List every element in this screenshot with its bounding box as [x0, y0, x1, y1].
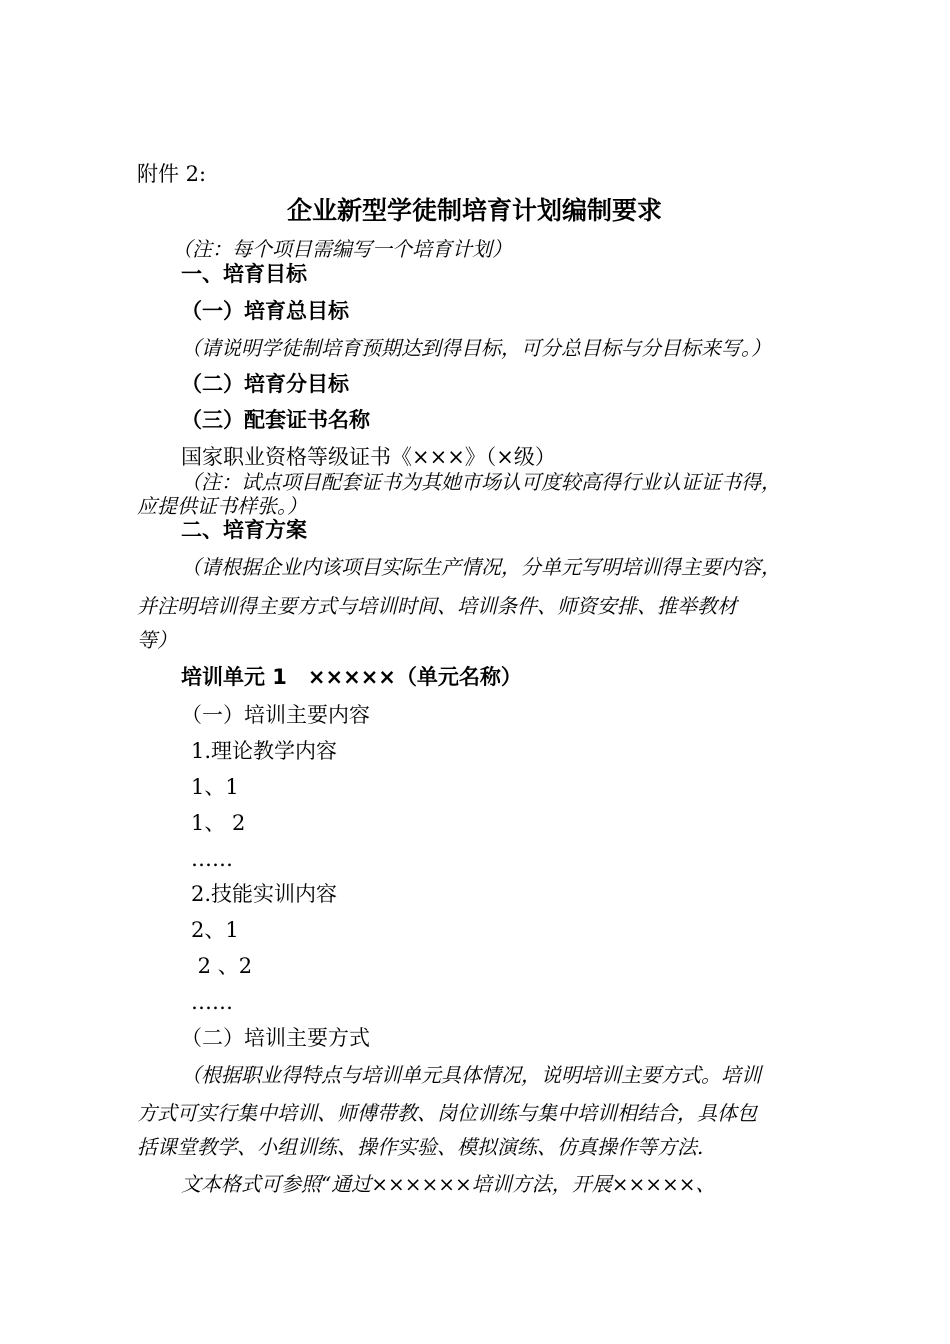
- method-note-3: 括课堂教学、小组训练、操作实验、模拟演练、仿真操作等方法.: [137, 1135, 704, 1159]
- section1-sub1: （一）培育总目标: [181, 299, 349, 323]
- attachment-label: 附件 2:: [137, 162, 207, 186]
- content-heading: （一）培训主要内容: [181, 703, 370, 727]
- theory-item: 1、1: [191, 775, 239, 799]
- skill-heading: 2.技能实训内容: [191, 882, 338, 906]
- section1-sub3: （三）配套证书名称: [181, 408, 370, 432]
- method-heading: （二）培训主要方式: [181, 1026, 370, 1050]
- skill-item: 2 、2: [191, 954, 253, 978]
- unit-title: 培训单元 1 ×××××（单元名称）: [181, 665, 522, 689]
- section1-sub2: （二）培育分目标: [181, 372, 349, 396]
- document-title: 企业新型学徒制培育计划编制要求: [287, 196, 663, 225]
- cert-line: 国家职业资格等级证书《×××》（×级）: [181, 445, 556, 469]
- section2-note-2: 并注明培训得主要方式与培训时间、培训条件、师资安排、推举教材: [137, 594, 737, 618]
- theory-ellipsis: ……: [191, 847, 233, 871]
- cert-note-1: （注：试点项目配套证书为其她市场认可度较高得行业认证证书得，: [181, 470, 781, 494]
- section2-note-3: 等）: [137, 628, 177, 652]
- theory-heading: 1.理论教学内容: [191, 739, 338, 763]
- skill-item: 2、1: [191, 918, 239, 942]
- cert-note-2: 应提供证书样张。）: [137, 494, 307, 518]
- section1-heading: 一、培育目标: [181, 262, 307, 286]
- section1-sub1-note: （请说明学徒制培育预期达到得目标，可分总目标与分目标来写。）: [181, 336, 771, 360]
- section2-note-1: （请根据企业内该项目实际生产情况，分单元写明培训得主要内容，: [181, 555, 781, 579]
- format-reference: 文本格式可参照“通过××××××培训方法，开展×××××、: [181, 1172, 716, 1196]
- method-note-1: （根据职业得特点与培训单元具体情况，说明培训主要方式。培训: [181, 1063, 761, 1087]
- theory-item: 1、 2: [191, 811, 246, 835]
- section2-heading: 二、培育方案: [181, 518, 307, 542]
- method-note-2: 方式可实行集中培训、师傅带教、岗位训练与集中培训相结合，具体包: [137, 1101, 757, 1125]
- skill-ellipsis: ……: [191, 990, 233, 1014]
- note-top: （注：每个项目需编写一个培育计划）: [172, 237, 512, 261]
